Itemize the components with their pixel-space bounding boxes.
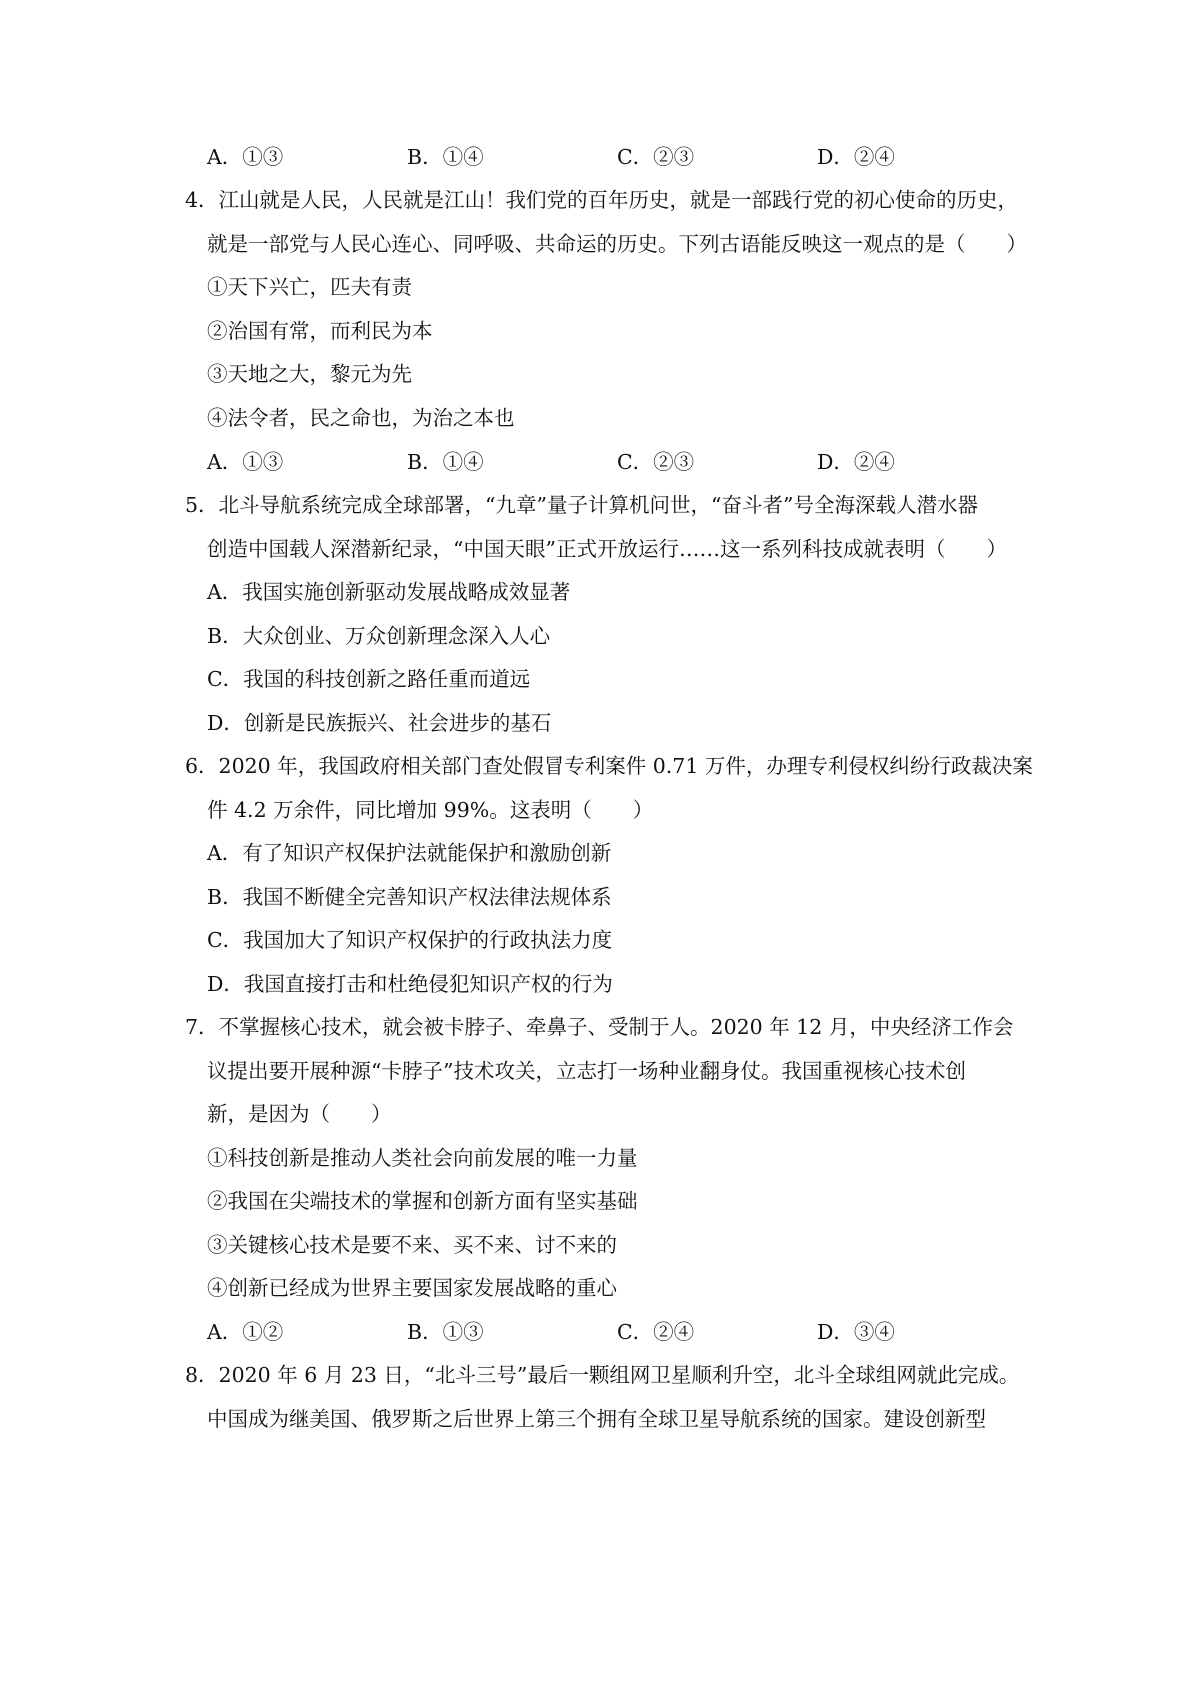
q4-option-b: B．①④ — [407, 450, 484, 474]
q4-item-1: ①天下兴亡，匹夫有责 — [207, 275, 412, 299]
q8-stem-line-2: 中国成为继美国、俄罗斯之后世界上第三个拥有全球卫星导航系统的国家。建设创新型 — [207, 1407, 986, 1431]
q3-option-d: D．②④ — [817, 145, 895, 169]
q6-stem-line-2: 件 4.2 万余件，同比增加 99%。这表明（ ） — [207, 798, 654, 822]
q7-options — [207, 1318, 967, 1346]
q6-option-a: A．有了知识产权保护法就能保护和激励创新 — [207, 841, 612, 865]
q7-option-b: B．①③ — [407, 1320, 484, 1344]
q8-stem-line-1: 8．2020 年 6 月 23 日，“北斗三号”最后一颗组网卫星顺利升空，北斗全球组网就此完成。 — [185, 1363, 1020, 1387]
q5-stem-line-1: 5．北斗导航系统完成全球部署，“九章”量子计算机问世，“奋斗者”号全海深载人潜水器 — [185, 493, 978, 517]
q6-option-b: B．我国不断健全完善知识产权法律法规体系 — [207, 885, 612, 909]
q6-option-d: D．我国直接打击和杜绝侵犯知识产权的行为 — [207, 972, 613, 996]
q5-option-c: C．我国的科技创新之路任重而道远 — [207, 667, 531, 691]
q4-option-d: D．②④ — [817, 450, 895, 474]
q3-option-a: A．①③ — [207, 145, 284, 169]
q7-option-a: A．①② — [207, 1320, 284, 1344]
q4-stem-line-1: 4．江山就是人民，人民就是江山！我们党的百年历史，就是一部践行党的初心使命的历史， — [185, 188, 1019, 212]
q6-stem-line-1: 6．2020 年，我国政府相关部门查处假冒专利案件 0.71 万件，办理专利侵权纠纷行政裁决案 — [185, 754, 1033, 778]
q6-option-c: C．我国加大了知识产权保护的行政执法力度 — [207, 928, 613, 952]
q7-stem-line-2: 议提出要开展种源“卡脖子”技术攻关，立志打一场种业翻身仗。我国重视核心技术创 — [207, 1059, 966, 1083]
q4-item-4: ④法令者，民之命也，为治之本也 — [207, 406, 515, 430]
q3-options — [207, 143, 967, 171]
q5-option-a: A．我国实施创新驱动发展战略成效显著 — [207, 580, 571, 604]
q4-option-c: C．②③ — [617, 450, 695, 474]
q4-item-2: ②治国有常，而利民为本 — [207, 319, 433, 343]
q4-stem-line-2: 就是一部党与人民心连心、同呼吸、共命运的历史。下列古语能反映这一观点的是（ ） — [207, 232, 1027, 256]
q7-option-d: D．③④ — [817, 1320, 895, 1344]
q7-option-c: C．②④ — [617, 1320, 695, 1344]
q4-option-a: A．①③ — [207, 450, 284, 474]
q4-item-3: ③天地之大，黎元为先 — [207, 362, 412, 386]
q3-option-b: B．①④ — [407, 145, 484, 169]
q5-stem-line-2: 创造中国载人深潜新纪录，“中国天眼”正式开放运行……这一系列科技成就表明（ ） — [207, 537, 1007, 561]
q7-item-1: ①科技创新是推动人类社会向前发展的唯一力量 — [207, 1146, 638, 1170]
q5-option-d: D．创新是民族振兴、社会进步的基石 — [207, 711, 552, 735]
q4-options — [207, 448, 967, 476]
q7-item-4: ④创新已经成为世界主要国家发展战略的重心 — [207, 1276, 617, 1300]
q7-item-3: ③关键核心技术是要不来、买不来、讨不来的 — [207, 1233, 617, 1257]
q7-stem-line-3: 新，是因为（ ） — [207, 1102, 392, 1126]
q7-item-2: ②我国在尖端技术的掌握和创新方面有坚实基础 — [207, 1189, 638, 1213]
q5-option-b: B．大众创业、万众创新理念深入人心 — [207, 624, 551, 648]
q3-option-c: C．②③ — [617, 145, 695, 169]
q7-stem-line-1: 7．不掌握核心技术，就会被卡脖子、牵鼻子、受制于人。2020 年 12 月，中央经济工作会 — [185, 1015, 1014, 1039]
